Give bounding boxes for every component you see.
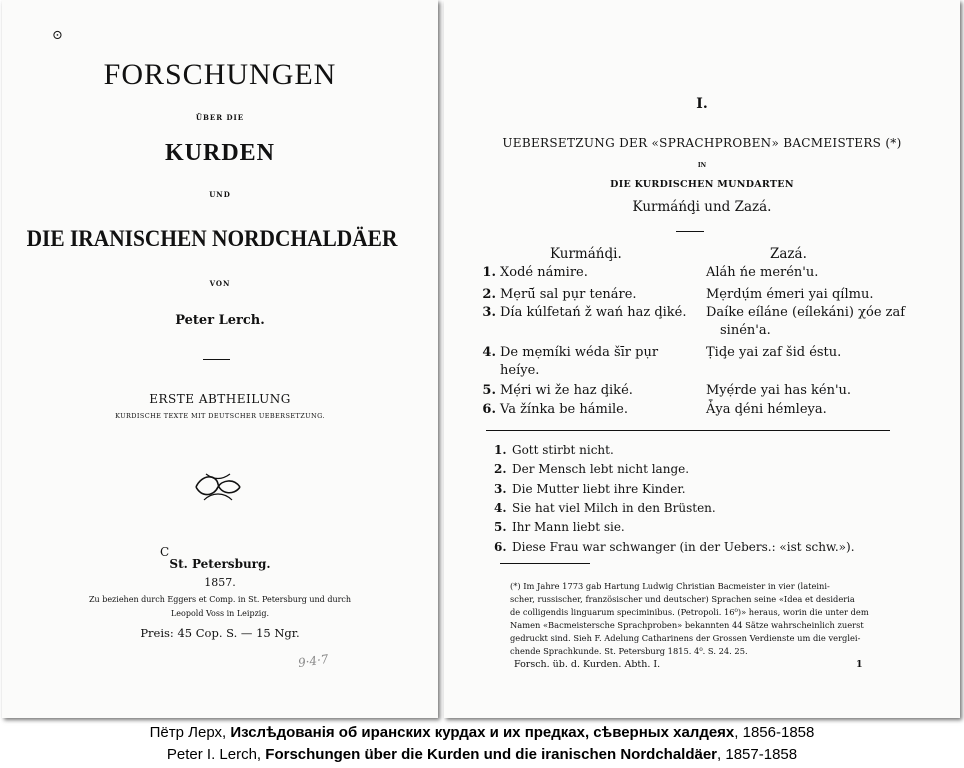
imprint-place: St. Petersburg. [169,557,271,571]
und-label: UND [209,190,231,199]
zaza-line: Mẹrdụ́m émeri yai qílmu. [706,287,874,302]
section-title: UEBERSETZUNG DER «SPRACHPROBEN» BACMEISTERS (*) [502,136,902,150]
german-line: 2. Der Mensch lebt nicht lange. [494,462,690,476]
zaza-line: Myẹ́rde yai has kén'u. [706,383,852,398]
price-line: Preis: 45 Cop. S. — 15 Ngr. [140,626,300,640]
book-subtitle: DIE IRANISCHEN NORDCHALDÄER [26,226,398,251]
zaza-line: Ǡya ḑéni hémleya. [706,402,827,417]
footnote-line: scher, russischer, französischer und deutscher) Sprachen seine «Idea et desideria [510,594,855,605]
column-head-kurmanji: Kurmáńḑi. [550,246,622,262]
right-page-text-page [444,0,960,718]
footnote-line: Namen «Bacmeistersche Sprachproben» bekannten 44 Sätze wahrscheinlich zuerst [510,620,864,631]
footnote-line: chende Sprachkunde. St. Petersburg 1815. 4⁰. S. 24. 25. [510,646,748,657]
distributor-line-2: Leopold Voss in Leipzig. [170,609,270,618]
dialects-heading: Kurmáńḑi und Zazá. [632,199,772,215]
page-number: 1 [856,659,863,670]
zaza-line: Daíke eíláne (eílekáni) χóe zaf [706,305,906,320]
german-line: 5. Ihr Mann liebt sie. [494,520,625,534]
footnote-line: de colligendis linguarum speciminibus. (Petropoli. 16⁰)» heraus, worin die unter dem [510,607,869,618]
kurmanji-line: 5. Mẹ́ri wi že haz ḑiké. [482,383,633,398]
kurmanji-line: 4. De mẹmíki wéda šīr pụr [482,345,659,360]
handwritten-note: 9·4·7 [297,651,330,671]
printer-ornament-icon [190,470,246,504]
c-mark: C [160,545,170,559]
zaza-line: Ṭiḑe yai zaf šid éstu. [706,345,842,360]
left-page-title-page [2,0,438,718]
table-divider [486,430,890,431]
heading-divider [676,231,704,232]
title-divider [203,359,230,360]
german-line: 4. Sie hat viel Milch in den Brüsten. [494,501,716,515]
imprint-year: 1857. [204,576,236,589]
section-number: I. [696,96,708,112]
uber-die-label: ÜBER DIE [195,113,245,122]
caption-russian: Пётр Лерх, Изслѣдованія об иранских курдах и их предках, сѣверных халдеях, 1856-1858 [149,724,815,741]
distributor-line-1: Zu beziehen durch Eggers et Comp. in St. Petersburg und durch [88,595,352,604]
column-head-zaza: Zazá. [770,246,807,262]
von-label: VON [209,279,231,288]
kurden-title: KURDEN [164,140,275,166]
kurmanji-line: 1. Xodé námire. [482,265,588,280]
caption-german: Peter I. Lerch, Forschungen über die Kurden und die iranischen Nordchaldäer, 1857-1858 [166,746,798,763]
running-footer: Forsch. üb. d. Kurden. Abth. I. [514,659,661,670]
german-line: 3. Die Mutter liebt ihre Kinder. [494,482,686,496]
footnote-line: (*) Im Jahre 1773 gab Hartung Ludwig Christian Bacmeister in vier (lateini- [510,581,830,592]
kurmanji-line: 6. Va žínka be hámile. [482,402,628,417]
kurmanji-line: 3. Día kúlfetań ž wań haz ḑiké. [482,305,687,320]
footnote-divider [500,563,590,564]
zaza-line: sinén'a. [720,323,771,338]
in-label: IN [697,162,707,169]
part-label: ERSTE ABTHEILUNG [149,392,291,406]
book-title: FORSCHUNGEN [103,58,337,91]
german-line: 6. Diese Frau war schwanger (in der Uebers.: «ist schw.»). [494,540,855,554]
corner-mark: ⊙ [52,28,63,43]
footnote-line: gedruckt sind. Sieh F. Adelung Catharinens der Grossen Verdienste um die verglei- [510,633,861,644]
part-subtitle: KURDISCHE TEXTE MIT DEUTSCHER UEBERSETZUNG. [115,412,325,420]
section-subtitle: DIE KURDISCHEN MUNDARTEN [610,179,794,190]
zaza-line: Aláh ńe merén'u. [706,265,819,280]
kurmanji-line: heíye. [500,363,540,378]
german-line: 1. Gott stirbt nicht. [494,443,614,457]
kurmanji-line: 2. Mẹrū́ sal pụr tenáre. [482,287,637,302]
author-name: Peter Lerch. [175,313,265,328]
